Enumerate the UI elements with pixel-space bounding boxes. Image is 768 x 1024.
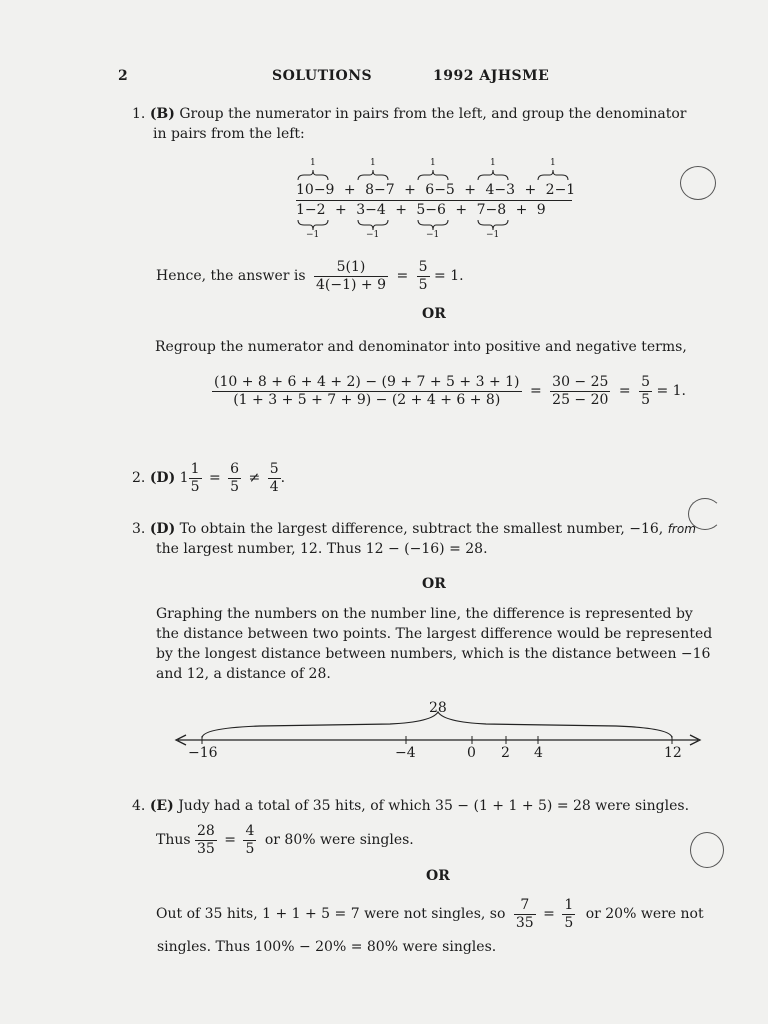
denominator-term: 9: [536, 202, 546, 218]
circle-mark: [690, 832, 724, 868]
problem-3-line-1: 3. (D) To obtain the largest difference, subtract the smallest number, −16, from: [132, 521, 696, 537]
regroup-text: Regroup the numerator and denominator into positive and negative terms,: [155, 339, 687, 355]
numerator-term: 4−3: [485, 182, 516, 198]
problem-3-para: and 12, a distance of 28.: [156, 666, 331, 682]
under-label: −1: [306, 230, 320, 240]
or-separator: OR: [426, 868, 450, 884]
brace-label: 28: [429, 700, 447, 716]
problem-1-line-1: 1. (B) Group the numerator in pairs from the left, and group the denominator: [132, 106, 687, 122]
numerator-term: 2−1: [545, 182, 576, 198]
numerator-term: 10−9: [296, 182, 335, 198]
over-label: 1: [430, 158, 436, 168]
header-title: SOLUTIONS: [272, 68, 373, 84]
problem-3-para: by the longest distance between numbers, which is the distance between −16: [156, 646, 711, 662]
distance-brace: [202, 712, 672, 738]
tick-label: 12: [664, 745, 682, 761]
grouped-fraction: 1 1 1 1 1 10−9 + 8−7 + 6−5 + 4−3 + 2−1 1−2 + 3−4 + 5−6 + 7−8 + 9 −1 −1 −1 −1: [296, 158, 576, 240]
tick-label: −16: [188, 745, 218, 761]
problem-4-alt: Out of 35 hits, 1 + 1 + 5 = 7 were not singles, so $\frac{7}{35}$ = $\frac{1}{5}$ or 20% were not: [156, 896, 704, 931]
problem-3-para: the distance between two points. The largest difference would be represented: [156, 626, 713, 642]
problem-3-para: Graphing the numbers on the number line, the difference is represented by: [156, 606, 693, 622]
problem-4-line-1: 4. (E) Judy had a total of 35 hits, of which 35 − (1 + 1 + 5) = 28 were singles.: [132, 798, 690, 814]
denominator-term: 5−6: [416, 202, 446, 218]
problem-4-thus: Thus $\frac{28}{35}$ = $\frac{4}{5}$ or 80% were singles.: [156, 822, 414, 857]
circle-mark: [688, 498, 722, 530]
over-label: 1: [370, 158, 376, 168]
page-number: 2: [118, 68, 128, 84]
problem-3-line-2: the largest number, 12. Thus 12 − (−16) = 28.: [156, 541, 488, 557]
numerator-term: 6−5: [425, 182, 455, 198]
header-contest: 1992 AJHSME: [433, 68, 550, 84]
denominator-term: 3−4: [356, 202, 386, 218]
over-label: 1: [490, 158, 496, 168]
denominator-term: 7−8: [476, 202, 507, 218]
under-label: −1: [366, 230, 380, 240]
or-separator: OR: [422, 306, 446, 322]
problem-2: 2. (D) 1 $\frac{1}{5}$ = $\frac{6}{5}$ ≠ $\frac{5}{4}$ .: [132, 460, 286, 495]
under-label: −1: [486, 230, 500, 240]
tick-label: 2: [501, 745, 510, 761]
numerator-term: 8−7: [365, 182, 395, 198]
number-line: [170, 710, 710, 755]
regroup-equation: $\frac{(10 + 8 + 6 + 4 + 2) - (9 + 7 + 5 + 3 + 1)}{(1 + 3 + 5 + 7 + 9) - (2 + 4 + 6 + 8)}$ = $\frac{30 - 25}{25 - 20}$ = $\frac{5}{5}$ = 1.: [214, 373, 686, 408]
tick-label: 4: [534, 745, 543, 761]
tick-label: 0: [467, 745, 476, 761]
circle-mark: [680, 166, 716, 200]
over-label: 1: [310, 158, 316, 168]
denominator-term: 1−2: [296, 202, 326, 218]
tick-label: −4: [395, 745, 416, 761]
hence-line: Hence, the answer is $\frac{5(1)}{4(-1) + 9}$ = $\frac{5}{5}$ = 1.: [156, 258, 464, 293]
problem-4-conclusion: singles. Thus 100% − 20% = 80% were singles.: [157, 939, 497, 955]
problem-1-line-2: in pairs from the left:: [153, 126, 305, 142]
handwritten-from: from: [667, 522, 696, 536]
or-separator: OR: [422, 576, 446, 592]
over-label: 1: [550, 158, 556, 168]
under-label: −1: [426, 230, 440, 240]
